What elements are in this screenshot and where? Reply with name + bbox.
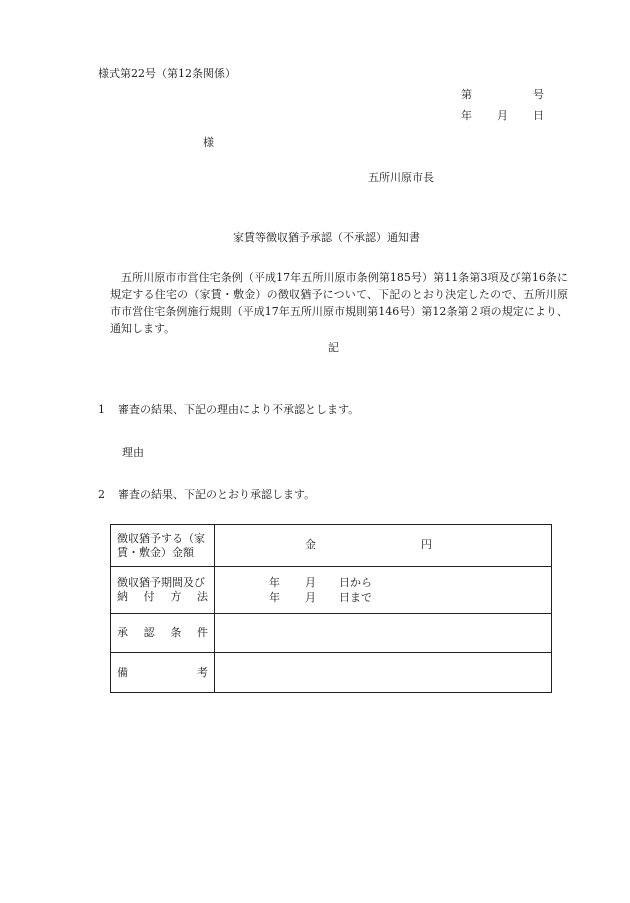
- form-number: 様式第22号（第12条関係）: [98, 67, 236, 80]
- doc-number-prefix: 第: [461, 88, 472, 101]
- doc-number-suffix: 号: [533, 88, 544, 101]
- period-label-line2: 納 付 方 法: [117, 590, 208, 603]
- item-2-number: 2: [98, 488, 105, 501]
- period-to: 年 月 日まで: [269, 591, 372, 604]
- date-day-label: 日: [533, 109, 544, 122]
- period-field[interactable]: [215, 567, 552, 614]
- period-label: [111, 567, 215, 614]
- period-row: [111, 567, 552, 614]
- remarks-label: 備 考: [111, 653, 215, 693]
- remarks-field[interactable]: [215, 653, 552, 693]
- date-year-label: 年: [461, 109, 472, 122]
- item-1-number: 1: [98, 403, 105, 416]
- amount-row: [111, 525, 552, 567]
- body-paragraph: 五所川原市市営住宅条例（平成17年五所川原市条例第185号）第11条第3項及び第16条に規定する住宅の（家賃・敷金）の徴収猶予について、下記のとおり決定したので、五所川原市市営住宅条例施行規則（平成17年五所川原市規則第146号）第12条第２項の規定により、通知します。: [110, 271, 568, 335]
- reason-label: 理由: [122, 446, 144, 459]
- date-month-label: 月: [497, 109, 508, 122]
- remarks-row: [111, 653, 552, 693]
- addressee-suffix: 様: [203, 136, 214, 149]
- issuer: 五所川原市長: [368, 171, 434, 184]
- item-2: [98, 489, 315, 500]
- document-title: 家賃等徴収猶予承認（不承認）通知書: [233, 231, 420, 244]
- amount-en: 円: [421, 538, 432, 551]
- item-1-text: 審査の結果、下記の理由により不承認とします。: [118, 403, 360, 416]
- conditions-label: 承 認 条 件: [111, 614, 215, 653]
- item-1: [98, 404, 359, 415]
- item-2-text: 審査の結果、下記のとおり承認します。: [118, 488, 316, 501]
- amount-field[interactable]: [215, 525, 552, 567]
- conditions-row: [111, 614, 552, 653]
- amount-kin: 金: [305, 538, 316, 551]
- approval-table: [110, 524, 552, 693]
- period-label-line1: 徴収猶予期間及び: [117, 576, 205, 589]
- period-from: 年 月 日から: [269, 576, 372, 589]
- ki-heading: 記: [328, 341, 339, 354]
- amount-label: 徴収猶予する（家賃・敷金）金額: [111, 525, 215, 567]
- conditions-field[interactable]: [215, 614, 552, 653]
